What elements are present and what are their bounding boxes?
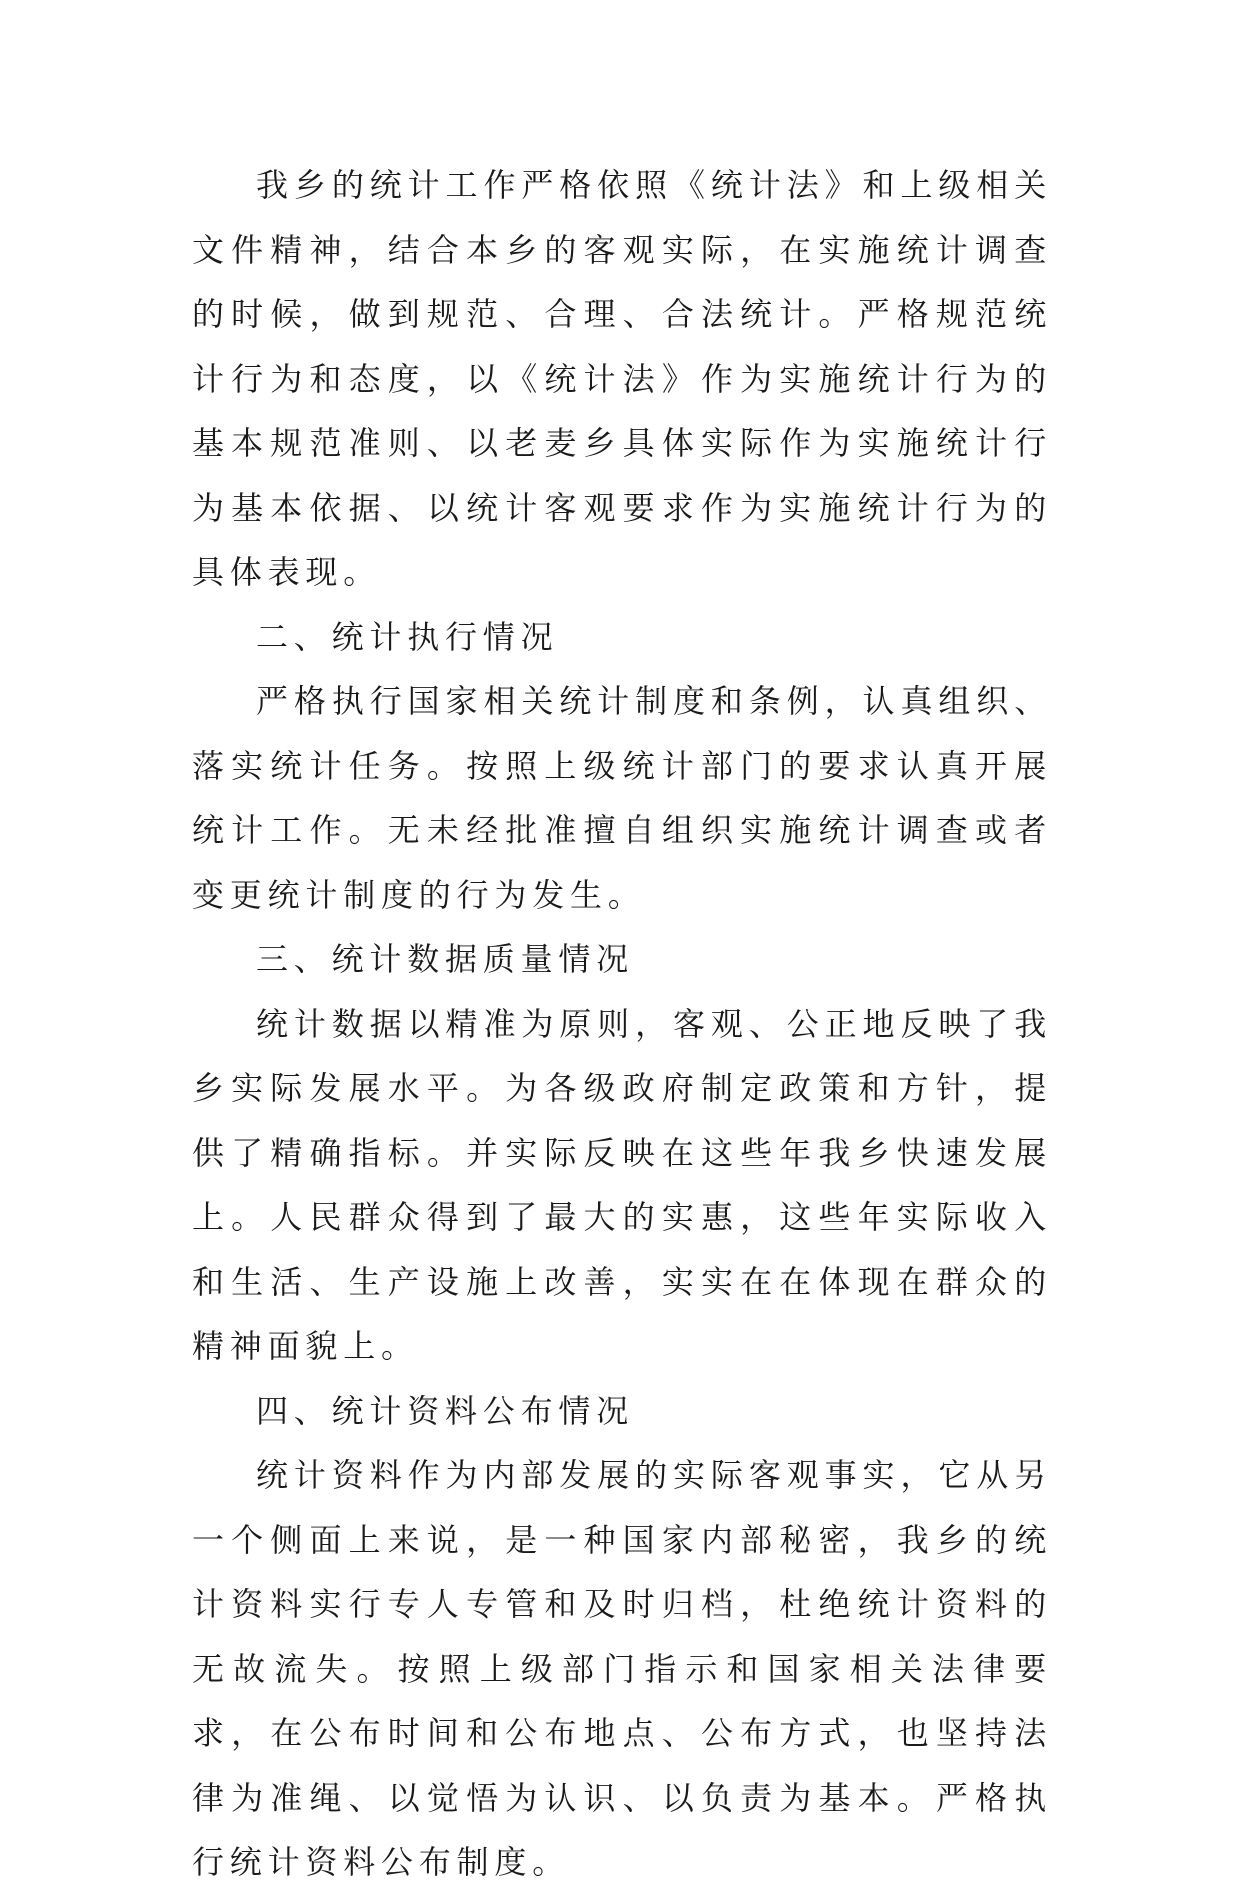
paragraph-data-quality: 统计数据以精准为原则，客观、公正地反映了我乡实际发展水平。为各级政府制定政策和方针，提供了精确指标。并实际反映在这些年我乡快速发展上。人民群众得到了最大的实惠，这些年实际收入和生活、生产设施上改善，实实在在体现在群众的精神面貌上。 bbox=[192, 1004, 1052, 1365]
paragraph-statistics-compliance: 我乡的统计工作严格依照《统计法》和上级相关文件精神，结合本乡的客观实际，在实施统计调查的时候，做到规范、合理、合法统计。严格规范统计行为和态度，以《统计法》作为实施统计行为的基本规范准则、以老麦乡具体实际作为实施统计行为基本依据、以统计客观要求作为实施统计行为的具体表现。 bbox=[192, 166, 1052, 591]
section-heading-publication: 四、统计资料公布情况 bbox=[256, 1391, 635, 1430]
paragraph-execution: 严格执行国家相关统计制度和条例，认真组织、落实统计任务。按照上级统计部门的要求认真开展统计工作。无未经批准擅自组织实施统计调查或者变更统计制度的行为发生。 bbox=[192, 682, 1052, 914]
paragraph-publication: 统计资料作为内部发展的实际客观事实，它从另一个侧面上来说，是一种国家内部秘密，我乡的统计资料实行专人专管和及时归档，杜绝统计资料的无故流失。按照上级部门指示和国家相关法律要求，在公布时间和公布地点、公布方式，也坚持法律为准绳、以觉悟为认识、以负责为基本。严格执行统计资料公布制度。 bbox=[192, 1456, 1052, 1881]
section-heading-execution: 二、统计执行情况 bbox=[256, 617, 559, 656]
document-body bbox=[192, 153, 1052, 1895]
section-heading-data-quality: 三、统计数据质量情况 bbox=[256, 940, 635, 978]
